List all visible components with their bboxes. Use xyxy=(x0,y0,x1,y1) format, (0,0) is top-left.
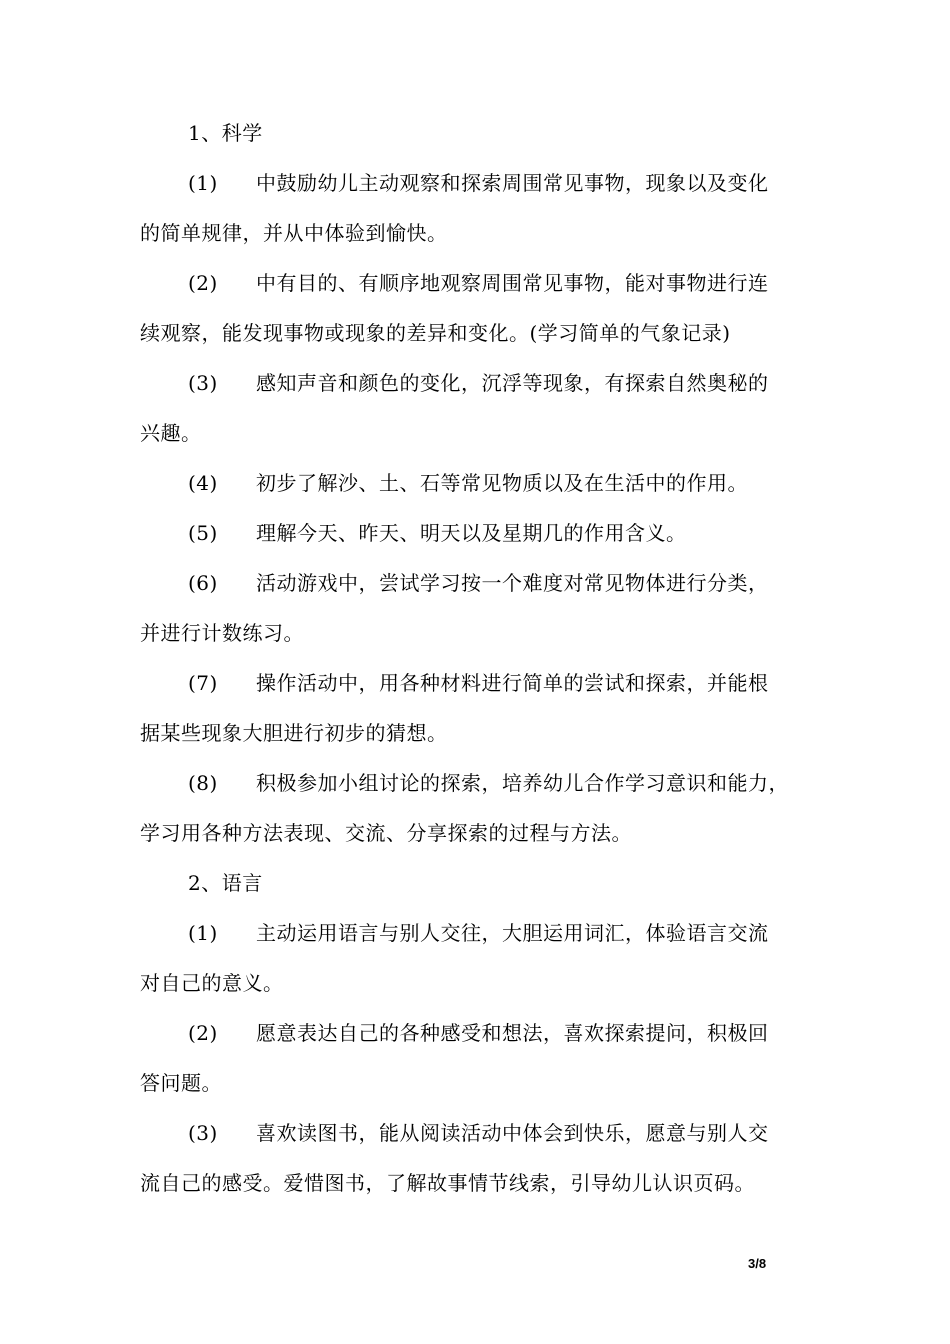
science-item-3 xyxy=(140,358,820,408)
item-number: (2) xyxy=(188,1021,218,1045)
language-item-3 xyxy=(140,1108,820,1158)
language-item-1-continuation: 对自己的意义。 xyxy=(140,971,284,995)
section-heading-language: 2、语言 xyxy=(188,871,263,895)
science-item-6-continuation: 并进行计数练习。 xyxy=(140,621,304,645)
science-item-6 xyxy=(140,558,820,608)
item-number: (1) xyxy=(188,171,218,195)
item-text: 感知声音和颜色的变化，沉浮等现象，有探索自然奥秘的 xyxy=(256,371,769,395)
science-item-7 xyxy=(140,658,820,708)
item-number: (2) xyxy=(188,271,218,295)
item-number: (1) xyxy=(188,921,218,945)
item-text: 中鼓励幼儿主动观察和探索周围常见事物，现象以及变化 xyxy=(256,171,769,195)
science-item-4 xyxy=(140,458,820,508)
language-item-2 xyxy=(140,1008,820,1058)
item-text: 积极参加小组讨论的探索，培养幼儿合作学习意识和能力， xyxy=(256,771,789,795)
science-item-2-continuation: 续观察，能发现事物或现象的差异和变化。(学习简单的气象记录) xyxy=(140,321,731,345)
item-number: (8) xyxy=(188,771,218,795)
item-number: (3) xyxy=(188,371,218,395)
science-item-1 xyxy=(140,158,820,208)
page-number: 3/8 xyxy=(748,1256,767,1271)
science-item-2 xyxy=(140,258,820,308)
science-item-8-continuation: 学习用各种方法表现、交流、分享探索的过程与方法。 xyxy=(140,821,632,845)
item-number: (3) xyxy=(188,1121,218,1145)
item-number: (7) xyxy=(188,671,218,695)
item-text: 中有目的、有顺序地观察周围常见事物，能对事物进行连 xyxy=(256,271,769,295)
item-text: 活动游戏中，尝试学习按一个难度对常见物体进行分类， xyxy=(256,571,769,595)
item-text: 喜欢读图书，能从阅读活动中体会到快乐，愿意与别人交 xyxy=(256,1121,769,1145)
language-item-1 xyxy=(140,908,820,958)
item-number: (6) xyxy=(188,571,218,595)
language-item-3-continuation: 流自己的感受。爱惜图书，了解故事情节线索，引导幼儿认识页码。 xyxy=(140,1171,755,1195)
item-text: 主动运用语言与别人交往，大胆运用词汇，体验语言交流 xyxy=(256,921,769,945)
language-item-2-continuation: 答问题。 xyxy=(140,1071,222,1095)
item-text: 愿意表达自己的各种感受和想法，喜欢探索提问，积极回 xyxy=(256,1021,769,1045)
document-body xyxy=(140,108,820,1208)
science-item-5 xyxy=(140,508,820,558)
science-item-7-continuation: 据某些现象大胆进行初步的猜想。 xyxy=(140,721,448,745)
science-item-3-continuation: 兴趣。 xyxy=(140,421,202,445)
section-heading-science: 1、科学 xyxy=(188,121,263,145)
science-item-1-continuation: 的简单规律，并从中体验到愉快。 xyxy=(140,221,448,245)
item-text: 初步了解沙、土、石等常见物质以及在生活中的作用。 xyxy=(256,471,748,495)
item-text: 理解今天、昨天、明天以及星期几的作用含义。 xyxy=(256,521,687,545)
item-number: (4) xyxy=(188,471,218,495)
item-number: (5) xyxy=(188,521,218,545)
item-text: 操作活动中，用各种材料进行简单的尝试和探索，并能根 xyxy=(256,671,769,695)
science-item-8 xyxy=(140,758,820,808)
